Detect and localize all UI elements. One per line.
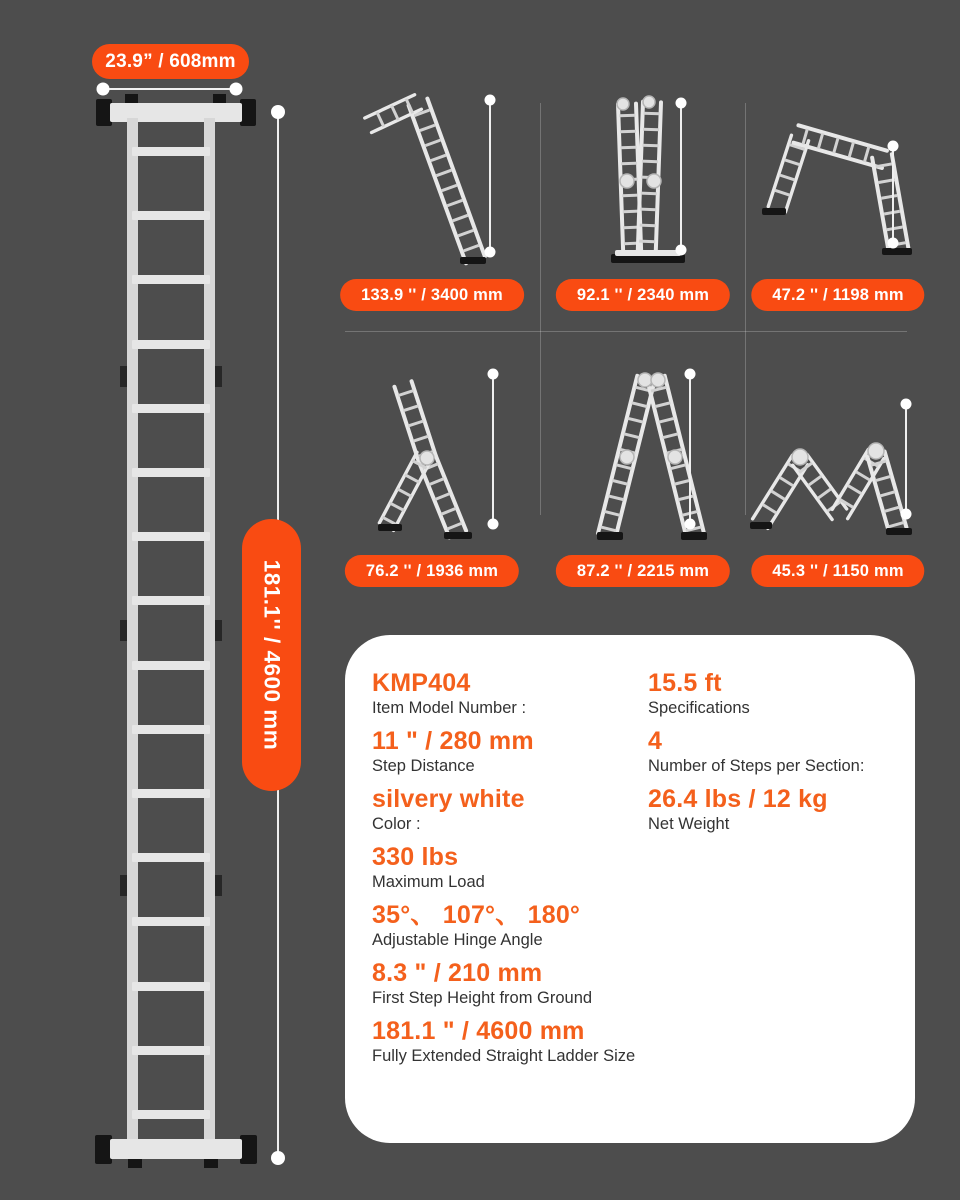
config-badge-scaffold (751, 279, 924, 311)
spec-card (345, 635, 915, 1143)
config-a-frame-illustration (553, 362, 753, 542)
height-dimension-badge (242, 519, 301, 791)
config-badge-text: 76.2 '' / 1936 mm (365, 562, 499, 580)
width-measure-line (97, 83, 243, 96)
measure-line (676, 98, 687, 256)
config-leaning-support-illustration (348, 362, 548, 542)
spec-value: 35°、 107°、 180° (372, 901, 581, 929)
spec-label: Specifications (648, 699, 750, 717)
spec-label: Step Distance (372, 757, 475, 775)
spec-value: 4 (648, 727, 663, 755)
straight-ladder (95, 94, 257, 1168)
config-scaffold-illustration (748, 88, 948, 268)
width-dimension-badge (92, 44, 249, 79)
spec-label: First Step Height from Ground (372, 989, 593, 1007)
spec-column-right (648, 668, 903, 842)
measure-line (488, 369, 499, 530)
spec-value: 15.5 ft (648, 669, 722, 697)
spec-item-hinge-angle (372, 900, 637, 950)
spec-item-model (372, 668, 637, 718)
spec-item-step-distance (372, 726, 637, 776)
spec-item-max-load (372, 842, 637, 892)
config-badge-text: 47.2 '' / 1198 mm (772, 286, 904, 304)
config-badge-folded-straight (556, 279, 730, 311)
spec-item-steps-per-section (648, 726, 903, 776)
spec-value: 8.3 " / 210 mm (372, 959, 543, 987)
spec-value: 330 lbs (372, 843, 459, 871)
spec-column-left (372, 668, 637, 1074)
measure-line (485, 95, 496, 258)
spec-label: Fully Extended Straight Ladder Size (372, 1047, 636, 1065)
rungs (132, 147, 210, 1119)
spec-label: Item Model Number : (372, 699, 527, 717)
spec-value: KMP404 (372, 669, 471, 697)
config-m-shape-illustration (748, 362, 948, 542)
config-badge-text: 92.1 '' / 2340 mm (576, 286, 710, 304)
config-badge-text: 87.2 '' / 2215 mm (576, 562, 710, 580)
width-dimension-text: 23.9” / 608mm (105, 50, 236, 72)
config-badge-leaning-support (345, 555, 519, 587)
spec-value: 181.1 " / 4600 mm (372, 1017, 585, 1045)
spec-value: 26.4 lbs / 12 kg (648, 785, 828, 813)
config-badge-extension (340, 279, 524, 311)
spec-label: Number of Steps per Section: (648, 757, 865, 775)
spec-item-net-weight (648, 784, 903, 834)
spec-label: Adjustable Hinge Angle (372, 931, 543, 949)
spec-label: Maximum Load (372, 873, 485, 891)
grid-divider-horizontal (345, 331, 907, 332)
spec-item-first-step-height (372, 958, 637, 1008)
config-badge-text: 45.3 '' / 1150 mm (772, 562, 904, 580)
height-dimension-text: 181.1'' / 4600 mm (259, 559, 285, 751)
spec-item-color (372, 784, 637, 834)
config-badge-a-frame (556, 555, 730, 587)
spec-value: silvery white (372, 785, 525, 813)
spec-label: Color : (372, 815, 421, 833)
spec-label: Net Weight (648, 815, 730, 833)
config-folded-straight-illustration (553, 88, 753, 268)
measure-line (685, 369, 696, 530)
config-extension-ladder-illustration (348, 88, 548, 268)
measure-line (901, 399, 912, 520)
config-badge-m-shape (751, 555, 924, 587)
spec-item-extended-size (372, 1016, 637, 1066)
spec-value: 11 " / 280 mm (372, 727, 534, 755)
spec-item-specifications (648, 668, 903, 718)
config-badge-text: 133.9 '' / 3400 mm (361, 286, 503, 304)
